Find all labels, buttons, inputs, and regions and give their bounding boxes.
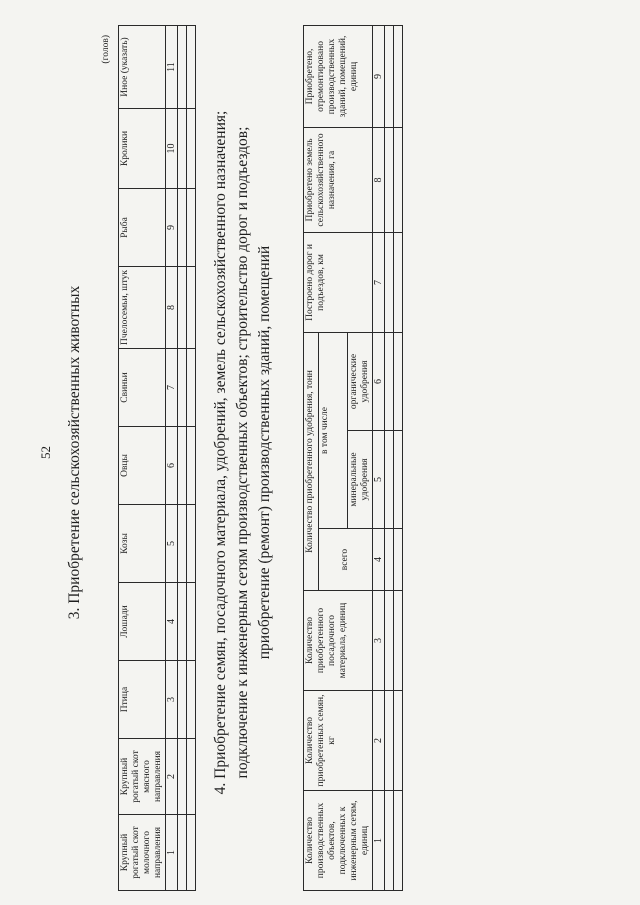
page-number: 52 — [38, 446, 53, 459]
table-cell — [385, 529, 394, 591]
table-cell — [385, 25, 394, 127]
column-number: 3 — [373, 591, 385, 691]
table-header-row — [304, 25, 319, 890]
column-number: 2 — [373, 691, 385, 791]
table-cell — [178, 349, 187, 427]
column-header: Козы — [119, 505, 166, 583]
section-4-title-line: подключение к инженерным сетям производственных объектов; строительство дорог и подъездов; — [234, 126, 251, 779]
column-number-row — [373, 25, 385, 890]
table-cell — [187, 815, 196, 891]
column-header: Приобретено, отремонтировано производственных зданий, помещений, единиц — [304, 25, 373, 127]
column-number: 9 — [373, 25, 385, 127]
section-4-title — [210, 0, 276, 905]
column-header: органические удобрения — [348, 332, 373, 430]
table-cell — [394, 127, 403, 232]
table-cell — [385, 591, 394, 691]
table-cell — [178, 815, 187, 891]
purchases-construction-table — [303, 25, 403, 891]
column-header: Количество приобретенного посадочного материала, единиц — [304, 591, 373, 691]
table-cell — [187, 739, 196, 815]
section-3-title: 3. Приобретение сельскохозяйственных животных — [66, 285, 83, 620]
table-cell — [394, 591, 403, 691]
column-header: Кролики — [119, 109, 166, 189]
column-header: Крупный рогатый скот мясного направления — [119, 739, 166, 815]
column-number: 7 — [166, 349, 178, 427]
column-header: всего — [319, 529, 373, 591]
table-cell — [394, 691, 403, 791]
table-cell — [187, 109, 196, 189]
column-header: Построено дорог и подъездов, км — [304, 232, 373, 332]
livestock-table — [118, 25, 196, 891]
table-cell — [178, 189, 187, 267]
column-number: 8 — [373, 127, 385, 232]
table-row — [385, 25, 394, 890]
column-number: 5 — [166, 505, 178, 583]
column-header: Овцы — [119, 427, 166, 505]
column-number: 6 — [373, 332, 385, 430]
table-cell — [178, 583, 187, 661]
column-header: Птица — [119, 661, 166, 739]
column-number: 11 — [166, 26, 178, 109]
column-number: 6 — [166, 427, 178, 505]
table-cell — [187, 267, 196, 349]
table-cell — [178, 505, 187, 583]
table-cell — [394, 529, 403, 591]
column-header: Лошади — [119, 583, 166, 661]
column-number: 1 — [166, 815, 178, 891]
column-number-row — [166, 26, 178, 891]
table-row — [394, 25, 403, 890]
table-cell — [385, 431, 394, 529]
column-number: 10 — [166, 109, 178, 189]
column-number: 7 — [373, 232, 385, 332]
column-number: 2 — [166, 739, 178, 815]
table-cell — [187, 189, 196, 267]
table-cell — [187, 505, 196, 583]
table-cell — [178, 26, 187, 109]
table-cell — [178, 739, 187, 815]
section-4-title-line: приобретение (ремонт) производственных зданий, помещений — [256, 245, 273, 660]
table-row — [187, 26, 196, 891]
table-cell — [187, 427, 196, 505]
column-header: Крупный рогатый скот молочного направления — [119, 815, 166, 891]
table-cell — [385, 232, 394, 332]
table-cell — [187, 583, 196, 661]
column-number: 4 — [373, 529, 385, 591]
table-cell — [385, 691, 394, 791]
column-header: Приобретено земель сельскохозяйственного назначения, га — [304, 127, 373, 232]
table-cell — [394, 232, 403, 332]
column-number: 8 — [166, 267, 178, 349]
table-cell — [178, 427, 187, 505]
table-cell — [385, 127, 394, 232]
table-row — [178, 26, 187, 891]
column-header: Количество производственных объектов, подключенных к инженерным сетям, единиц — [304, 791, 373, 891]
column-number: 3 — [166, 661, 178, 739]
table-cell — [187, 349, 196, 427]
units-label: (голов) — [101, 35, 111, 64]
table-cell — [187, 661, 196, 739]
table-header-row — [119, 26, 166, 891]
column-header: Количество приобретенного удобрения, тонн — [304, 332, 319, 590]
table-cell — [385, 791, 394, 891]
table-cell — [394, 791, 403, 891]
table-cell — [178, 267, 187, 349]
table-cell — [385, 332, 394, 430]
column-header: в том числе — [319, 332, 348, 528]
column-header: Свиньи — [119, 349, 166, 427]
column-header: Иное (указать) — [119, 26, 166, 109]
table-cell — [394, 431, 403, 529]
section-4-title-line: 4. Приобретение семян, посадочного материала, удобрений, земель сельскохозяйственного назначения; — [212, 110, 229, 795]
column-number: 4 — [166, 583, 178, 661]
column-header: Количество приобретенных семян, кг — [304, 691, 373, 791]
table-cell — [394, 332, 403, 430]
table-cell — [187, 26, 196, 109]
column-number: 9 — [166, 189, 178, 267]
column-number: 1 — [373, 791, 385, 891]
table-cell — [178, 661, 187, 739]
column-header: Пчелосемьи, штук — [119, 267, 166, 349]
column-header: Рыба — [119, 189, 166, 267]
table-cell — [394, 25, 403, 127]
table-cell — [178, 109, 187, 189]
column-number: 5 — [373, 431, 385, 529]
column-header: минеральные удобрения — [348, 431, 373, 529]
